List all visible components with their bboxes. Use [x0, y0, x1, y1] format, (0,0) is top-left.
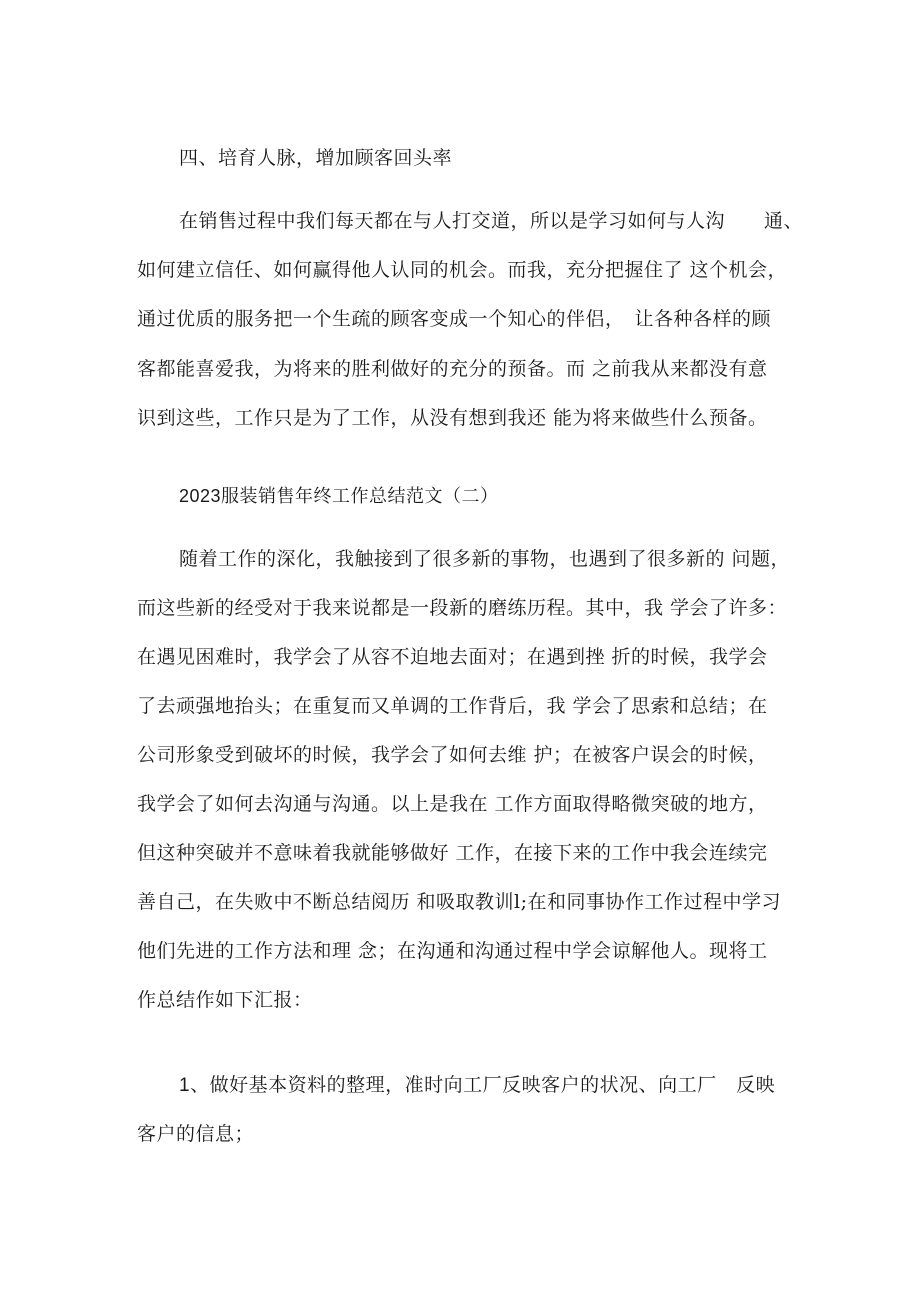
paragraph-line: 善自己，在失败中不断总结阅历 和吸取教训l;在和同事协作工作过程中学习	[137, 891, 782, 913]
paragraph-line: 但这种突破并不意味着我就能够做好 工作，在接下来的工作中我会连续完	[137, 842, 768, 864]
paragraph-line: 通过优质的服务把一个生疏的顾客变成一个知心的伴侣， 让各种各样的顾	[137, 308, 772, 330]
paragraph-line: 识到这些，工作只是为了工作，从没有想到我还 能为将来做些什么预备。	[137, 407, 768, 429]
list-item-number: 1	[179, 1075, 191, 1096]
section-heading: 四、培育人脉，增加顾客回头率	[179, 147, 453, 169]
list-item-line	[179, 1073, 775, 1098]
paragraph-line: 他们先进的工作方法和理 念；在沟通和沟通过程中学会谅解他人。现将工	[137, 940, 768, 962]
paragraph-line: 在销售过程中我们每天都在与人打交道，所以是学习如何与人沟 通、	[179, 210, 804, 232]
article-title: 2023服装销售年终工作总结范文（二）	[179, 486, 499, 506]
paragraph-line: 如何建立信任、如何赢得他人认同的机会。而我，充分把握住了 这个机会，	[137, 259, 788, 281]
list-item-text: 、做好基本资料的整理，准时向工厂反映客户的状况、向工厂 反映	[190, 1074, 776, 1096]
paragraph-line: 而这些新的经受对于我来说都是一段新的磨练历程。其中，我 学会了许多：	[137, 597, 788, 619]
paragraph-line: 我学会了如何去沟通与沟通。以上是我在 工作方面取得略微突破的地方，	[137, 793, 768, 815]
paragraph-line: 客都能喜爱我，为将来的胜利做好的充分的预备。而 之前我从来都没有意	[137, 358, 768, 380]
paragraph-line: 作总结作如下汇报：	[137, 989, 313, 1011]
paragraph-line: 在遇见困难时，我学会了从容不迫地去面对；在遇到挫 折的时候，我学会	[137, 646, 768, 668]
paragraph-line: 随着工作的深化，我触接到了很多新的事物，也遇到了很多新的 问题，	[179, 548, 791, 570]
list-item-line: 客户的信息；	[137, 1123, 255, 1145]
paragraph-line: 公司形象受到破坏的时候，我学会了如何去维 护；在被客户误会的时候，	[137, 744, 768, 766]
paragraph-line: 了去顽强地抬头；在重复而又单调的工作背后，我 学会了思索和总结；在	[137, 695, 768, 717]
